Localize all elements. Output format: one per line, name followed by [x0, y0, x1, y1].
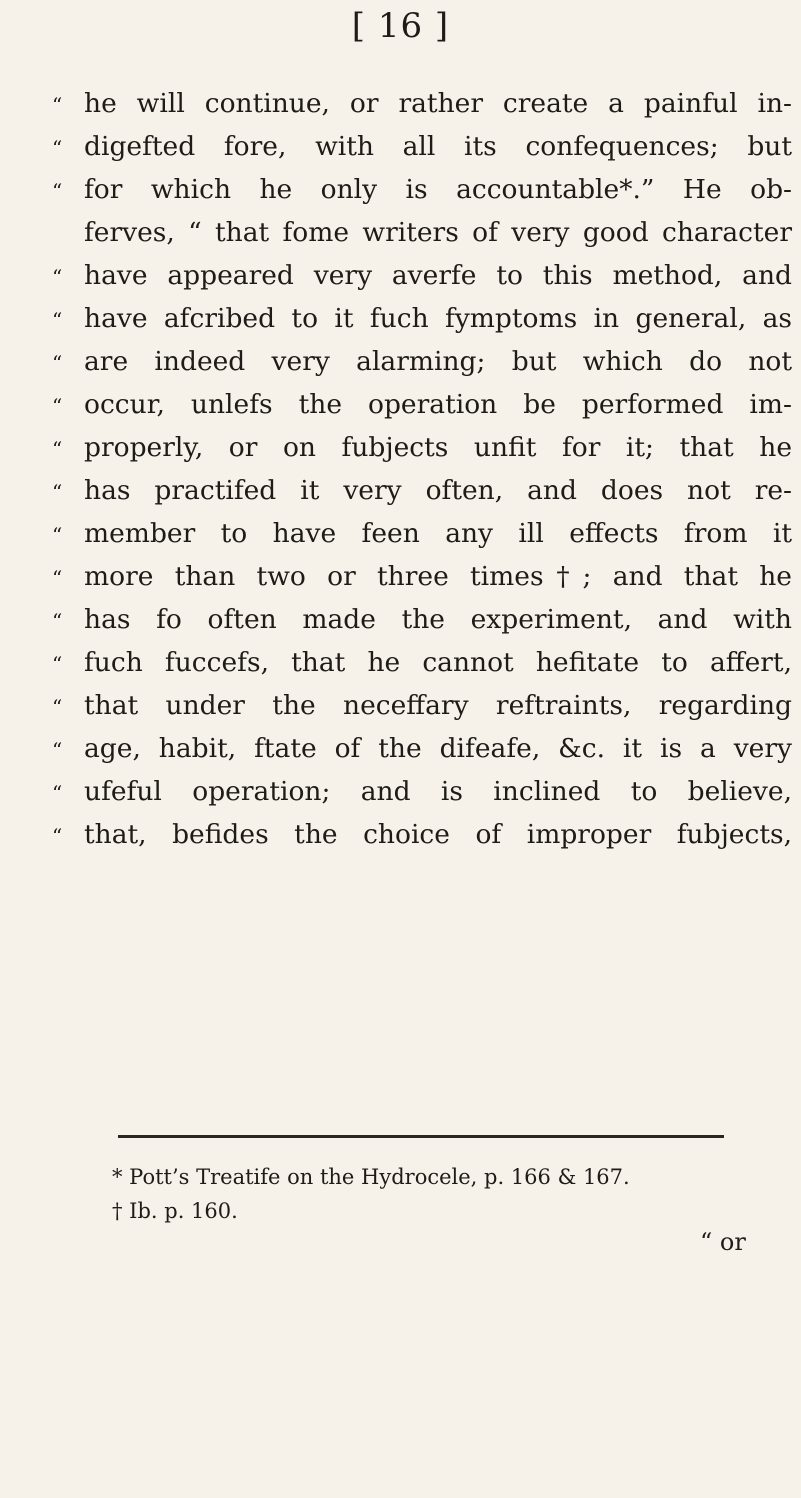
- footnotes: [112, 1160, 752, 1228]
- text-line: [52, 684, 798, 727]
- quote-mark: “: [52, 394, 63, 418]
- footnote: * Pott’s Treatife on the Hydrocele, p. 166 & 167.: [112, 1165, 630, 1189]
- quote-mark: “: [52, 781, 63, 805]
- footnote: † Ib. p. 160.: [112, 1199, 238, 1223]
- line-text: member to have feen any ill effects from it: [84, 518, 792, 549]
- line-text: occur, unlefs the operation be performed im-: [84, 389, 792, 420]
- text-line: [52, 770, 798, 813]
- line-text: fuch fuccefs, that he cannot hefitate to affert,: [84, 647, 792, 678]
- line-text: are indeed very alarming; but which do not: [84, 346, 792, 377]
- line-text: have appeared very averfe to this method, and: [84, 260, 792, 291]
- text-line: [52, 340, 798, 383]
- quote-mark: “: [52, 652, 63, 676]
- quote-mark: “: [52, 609, 63, 633]
- quote-mark: “: [52, 566, 63, 590]
- text-line: [52, 254, 798, 297]
- footnote-divider: [118, 1135, 724, 1138]
- line-text: digefted fore, with all its confequences; but: [84, 131, 792, 162]
- text-line: [52, 168, 798, 211]
- quote-mark: “: [52, 179, 63, 203]
- body-text: [52, 82, 798, 856]
- text-line: [52, 82, 798, 125]
- text-line: [52, 211, 798, 254]
- text-line: [52, 598, 798, 641]
- text-line: [52, 426, 798, 469]
- line-text: that under the neceffary reftraints, regarding: [84, 690, 792, 721]
- text-line: [52, 727, 798, 770]
- page-number: [ 16 ]: [351, 6, 450, 46]
- text-line: [52, 512, 798, 555]
- text-line: [52, 813, 798, 856]
- line-text: more than two or three times†; and that he: [84, 561, 792, 592]
- quote-mark: “: [52, 695, 63, 719]
- line-text: ufeful operation; and is inclined to believe,: [84, 776, 792, 807]
- quote-mark: “: [52, 738, 63, 762]
- line-text: has practifed it very often, and does not re-: [84, 475, 792, 506]
- quote-mark: “: [52, 523, 63, 547]
- quote-mark: “: [52, 93, 63, 117]
- quote-mark: “: [52, 265, 63, 289]
- quote-mark: “: [52, 136, 63, 160]
- line-text: for which he only is accountable*.” He ob-: [84, 174, 792, 205]
- text-line: [52, 383, 798, 426]
- quote-mark: “: [52, 351, 63, 375]
- text-line: [52, 125, 798, 168]
- text-line: [52, 469, 798, 512]
- quote-mark: “: [52, 824, 63, 848]
- catchword: “ or: [700, 1228, 746, 1256]
- quote-mark: “: [52, 308, 63, 332]
- line-text: that, befides the choice of improper fubjects,: [84, 819, 792, 850]
- text-line: [52, 641, 798, 684]
- text-line: [52, 555, 798, 598]
- quote-mark: “: [52, 437, 63, 461]
- line-text: he will continue, or rather create a painful in-: [84, 88, 792, 119]
- line-text: age, habit, ftate of the difeafe, &c. it is a very: [84, 733, 792, 764]
- line-text: properly, or on fubjects unfit for it; that he: [84, 432, 792, 463]
- text-line: [52, 297, 798, 340]
- line-text: ferves, “ that fome writers of very good character: [84, 217, 792, 248]
- quote-mark: “: [52, 480, 63, 504]
- line-text: have afcribed to it fuch fymptoms in general, as: [84, 303, 792, 334]
- line-text: has fo often made the experiment, and with: [84, 604, 792, 635]
